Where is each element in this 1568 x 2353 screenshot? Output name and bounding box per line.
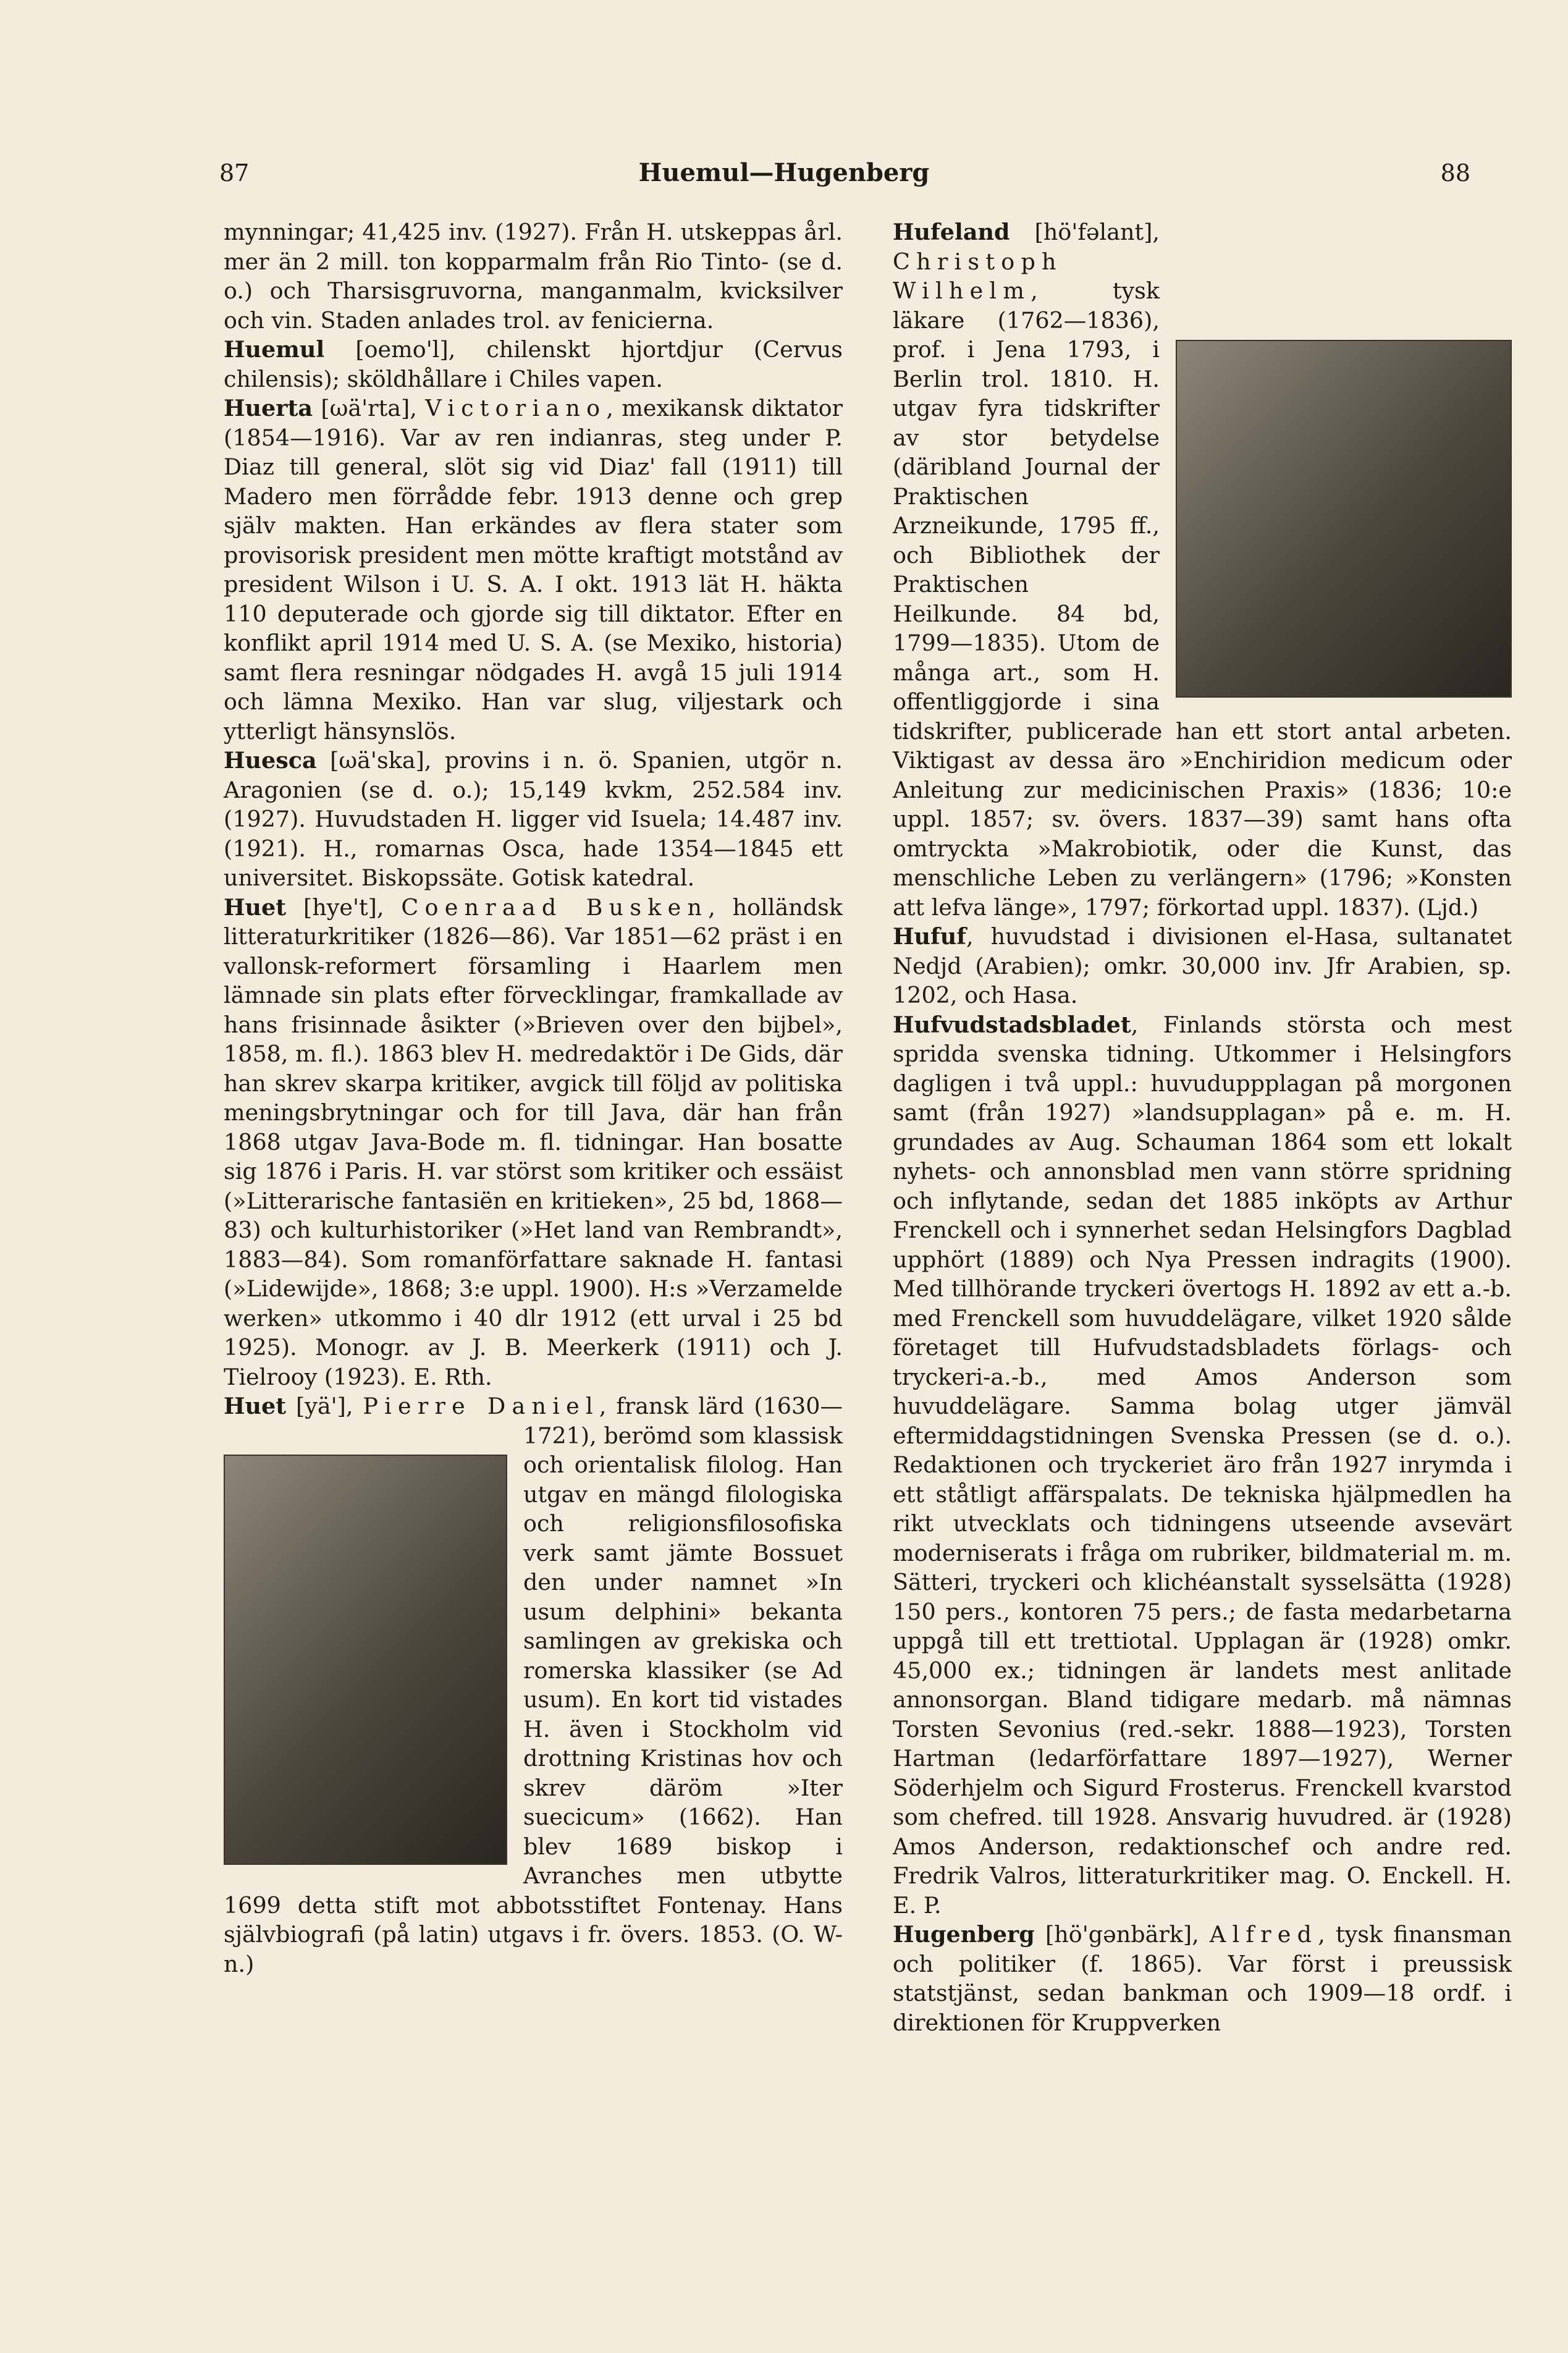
entry-text: mynningar; 41,425 inv. (1927). Från H. utskeppas årl. mer än 2 mill. ton kopparmalm från Rio Tinto- (se d. o.) och Tharsisgruvorna, manganmalm, kvicksilver och vin. Staden anlades trol. av fenicierna. — [224, 219, 843, 334]
entry-hugenberg — [893, 1920, 1512, 2037]
entry-name: Alfred — [1209, 1921, 1318, 1948]
entry-headword: Hugenberg — [893, 1921, 1035, 1948]
entry-pronunciation: [yä'], — [295, 1393, 353, 1419]
entry-pronunciation: [hö'fəlant], — [1034, 219, 1160, 245]
right-column — [893, 218, 1512, 2037]
entry-text: [oemo'l], chilenskt hjortdjur (Cervus chilensis); sköldhållare i Chiles vapen. — [224, 336, 843, 392]
entry-huerta — [224, 394, 843, 746]
entry-headword: Hufeland — [893, 219, 1010, 245]
entry-headword: Huesca — [224, 747, 317, 774]
entry-pronunciation: [hö'gənbärk], — [1045, 1921, 1199, 1948]
entry-headword: Huemul — [224, 336, 325, 363]
entry-headword: Huet — [224, 893, 287, 921]
entry-text: , holländsk litteraturkritiker (1826—86). Var 1851—62 präst i en vallonsk-reformert församling i Haarlem men lämnade sin plats efter förvecklingar, framkallade av hans frisinnade åsikter (»Brieven over den bijbel», 1858, m. fl.). 1863 blev H. medredaktör i De Gids, där han skrev skarpa kritiker, avgick till följd av politiska meningsbrytningar och for till Java, där han från 1868 utgav Java-Bode m. fl. tidningar. Han bosatte sig 1876 i Paris. H. var störst som kritiker och essäist (»Litterarische fantasiën en kritieken», 25 bd, 1868—83) och kulturhistoriker (»Het land van Rembrandt», 1883—84). Som romanförfattare saknade H. fantasi (»Lidewijde», 1868; 3:e uppl. 1900). H:s »Verzamelde werken» utkommo i 40 dlr 1912 (ett urval i 25 bd 1925). Monogr. av J. B. Meerkerk (1911) och J. Tielrooy (1923). E. Rth. — [224, 893, 843, 1390]
left-column — [224, 218, 843, 1979]
entry-headword: Hufuf — [893, 923, 966, 950]
running-head: Huemul—Hugenberg — [638, 158, 930, 187]
page-number-right: 88 — [1440, 159, 1470, 187]
entry-pronunciation: [hye't], — [303, 893, 384, 921]
entry-name: Pierre Daniel — [363, 1393, 599, 1419]
entry-headword: Hufvudstadsbladet — [893, 1011, 1131, 1038]
entry-huemul — [224, 335, 843, 394]
entry-headword: Huerta — [224, 395, 313, 421]
entry-headword: Huet — [224, 1393, 287, 1419]
entry-text: , Finlands största och mest spridda svenska tidning. Utkommer i Helsingfors dagligen i två uppl.: huvuduppplagan på morgonen samt (från 1927) »landsupplagan» på e. m. H. grundades av Aug. Schauman 1864 som ett lokalt nyhets- och annonsblad men vann större spridning och inflytande, sedan det 1885 inköpts av Arthur Frenckell och i synnerhet sedan Helsingfors Dagblad upphört (1889) och Nya Pressen indragits (1900). Med tillhörande tryckeri övertogs H. 1892 av ett a.-b. med Frenckell som huvuddelägare, vilket 1920 sålde företaget till Hufvudstadsbladets förlags- och tryckeri-a.-b., med Amos Anderson som huvuddelägare. Samma bolag utger jämväl eftermiddagstidningen Svenska Pressen (se d. o.). Redaktionen och tryckeriet äro från 1927 inrymda i ett ståtligt affärspalats. De tekniska hjälpmedlen ha rikt utvecklats och tidningens utseende avsevärt moderniserats i fråga om rubriker, bildmaterial m. m. Sätteri, tryckeri och klichéanstalt sysselsätta (1928) 150 pers., kontoren 75 pers.; de fasta medarbetarna uppgå till ett trettiotal. Upplagan är (1928) omkr. 45,000 ex.; tidningen är landets mest anlitade annonsorgan. Bland tidigare medarb. må nämnas Torsten Sevonius (red.-sekr. 1888—1923), Torsten Hartman (ledarförfattare 1897—1927), Werner Söderhjelm och Sigurd Frosterus. Frenckell kvarstod som chefred. till 1928. Ansvarig huvudred. är (1928) Amos Anderson, redaktionschef och andre red. Fredrik Valros, litteraturkritiker mag. O. Enckell. H. E. P. — [893, 1011, 1512, 1919]
entry-text: , tysk läkare (1762—1836), prof. i Jena 1793, i Berlin trol. 1810. H. utgav fyra tidskrifter av stor betydelse (däribland Journal der Praktischen Arzneikunde, 1795 ff., och Bibliothek der Praktischen Heilkunde. 84 bd, 1799—1835). Utom de många art., som H. offentliggjorde i sina tidskrifter, publicerade han ett stort antal arbeten. Viktigast av dessa äro »Enchiridion medicum oder Anleitung zur medicinischen Praxis» (1836; 10:e uppl. 1857; sv. övers. 1837—39) samt hans ofta omtryckta »Makrobiotik, oder die Kunst, das menschliche Leben zu verlängern» (1796; »Konsten att lefva länge», 1797; förkortad uppl. 1837). (Ljd.) — [893, 277, 1512, 921]
entry-text: , mexikansk diktator (1854—1916). Var av ren indianras, steg under P. Diaz till general, slöt sig vid Diaz' fall (1911) till Madero men förrådde febr. 1913 denne och grep själv makten. Han erkändes av flera stater som provisorisk president men mötte kraftigt motstånd av president Wilson i U. S. A. I okt. 1913 lät H. häkta 110 deputerade och gjorde sig till diktator. Efter en konflikt april 1914 med U. S. A. (se Mexiko, historia) samt flera resningar nödgades H. avgå 15 juli 1914 och lämna Mexiko. Han var slug, viljestark och ytterligt hänsynslös. — [224, 395, 843, 745]
entry-hufuf — [893, 922, 1512, 1010]
entry-pronunciation: [ωä'rta], — [321, 395, 417, 421]
entry-huet-coenraad — [224, 893, 843, 1392]
entry-continuation — [224, 218, 843, 335]
entry-text: , tysk finansman och politiker (f. 1865). Var först i preussisk statstjänst, sedan bankman och 1909—18 ordf. i direktionen för Kruppverken — [893, 1921, 1512, 2036]
huet-portrait-image — [224, 1455, 507, 1865]
entry-name: Coenraad Busken — [401, 893, 709, 921]
hufeland-portrait-image — [1176, 340, 1512, 698]
entry-text: , fransk lärd (1630—1721), berömd som klassisk och orientalisk filolog. Han utgav en mängd filologiska och religionsfilosofiska verk samt jämte Bossuet den under namnet »In usum delphini» bekanta samlingen av grekiska och romerska klassiker (se Ad usum). En kort tid vistades H. även i Stockholm vid drottning Kristinas hov och skrev däröm »Iter suecicum» (1662). Han blev 1689 biskop i Avranches men utbytte 1699 detta stift mot abbotsstiftet Fontenay. Hans självbiografi (på latin) utgavs i fr. övers. 1853. (O. W-n.) — [224, 1393, 843, 1977]
entry-hufvudstadsbladet — [893, 1010, 1512, 1920]
entry-text: , huvudstad i divisionen el-Hasa, sultanatet Nedjd (Arabien); omkr. 30,000 inv. Jfr Arabien, sp. 1202, och Hasa. — [893, 923, 1512, 1008]
entry-name: Christoph Wilhelm — [893, 248, 1063, 304]
page-number-left: 87 — [219, 159, 250, 187]
entry-text: [ωä'ska], provins i n. ö. Spanien, utgör n. Aragonien (se d. o.); 15,149 kvkm, 252.584 inv. (1927). Huvudstaden H. ligger vid Isuela; 14.487 inv. (1921). H., romarnas Osca, hade 1354—1845 ett universitet. Biskopssäte. Gotisk katedral. — [224, 747, 843, 891]
entry-huesca — [224, 746, 843, 893]
entry-name: Victoriano — [425, 395, 607, 421]
